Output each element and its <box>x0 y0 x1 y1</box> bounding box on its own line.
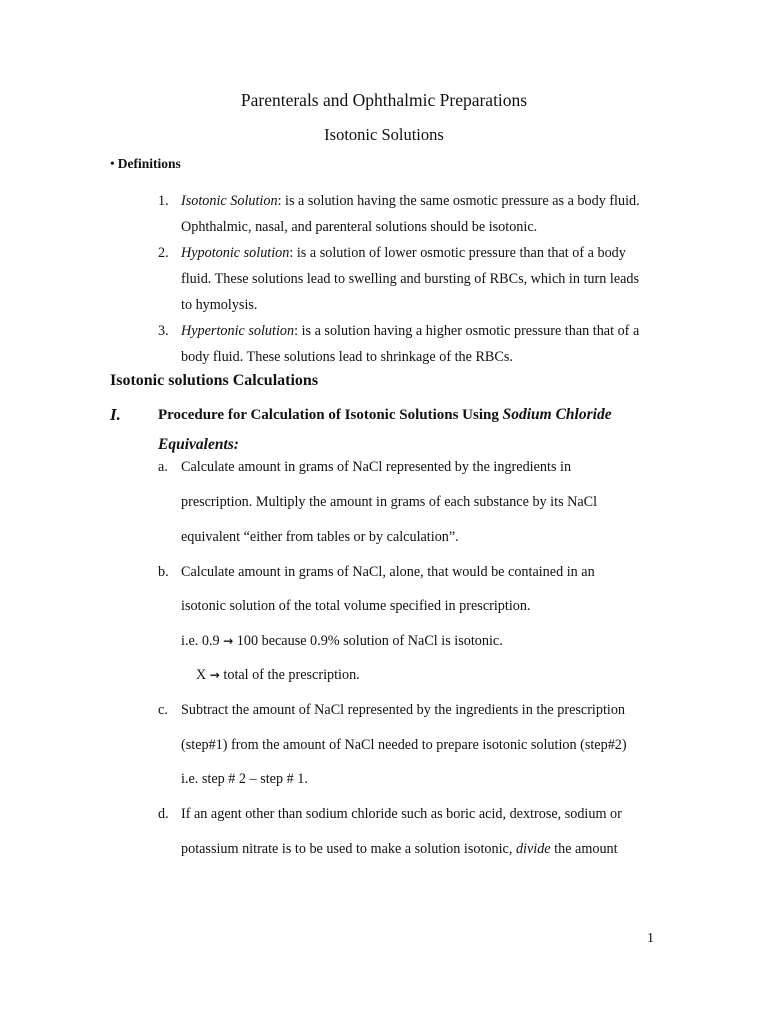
definition-text: : is a solution of lower osmotic pressure than that of a body fluid. These solutions lead to swelling and bursting of RBCs, which in turn leads to hymolysis. <box>181 245 640 313</box>
definition-number: 2. <box>158 245 169 261</box>
example-text: X <box>196 667 210 683</box>
step-label: d. <box>158 806 169 822</box>
step-a-line: Calculate amount in grams of NaCl represented by the ingredients in <box>181 459 572 475</box>
example-text: i.e. 0.9 <box>181 633 224 649</box>
bullet-icon: • <box>110 156 115 171</box>
definition-term: Isotonic Solution <box>181 193 278 209</box>
definition-text: : is a solution having the same osmotic pressure as a body fluid. Ophthalmic, nasal, and parenteral solutions should be isotonic. <box>181 193 640 235</box>
procedure-roman-numeral: I. <box>110 405 121 424</box>
procedure-heading <box>110 400 670 460</box>
definition-number: 3. <box>158 323 169 339</box>
definition-text: : is a solution having a higher osmotic pressure than that of a body fluid. These solutions lead to shrinkage of the RBCs. <box>181 323 640 365</box>
step-label: b. <box>158 564 169 580</box>
arrow-right-icon: → <box>223 634 234 648</box>
definitions-list <box>0 188 768 370</box>
step-d-text: the amount <box>550 841 618 857</box>
definitions-heading <box>110 156 181 172</box>
step-b-example <box>181 633 503 650</box>
arrow-right-icon: → <box>209 668 220 682</box>
step-b-line: Calculate amount in grams of NaCl, alone, that would be contained in an <box>181 564 595 580</box>
procedure-italic-text: Sodium Chloride Equivalents: <box>158 406 612 453</box>
step-c-line: i.e. step # 2 – step # 1. <box>181 771 308 787</box>
page-subtitle: Isotonic Solutions <box>324 125 444 144</box>
step-d-text: potassium nitrate is to be used to make a solution isotonic, <box>181 841 516 857</box>
step-label: a. <box>158 459 168 475</box>
definition-term: Hypotonic solution <box>181 245 290 261</box>
step-b-line: isotonic solution of the total volume specified in prescription. <box>181 598 531 614</box>
step-d-line: If an agent other than sodium chloride such as boric acid, dextrose, sodium or <box>181 806 622 822</box>
step-c-line: Subtract the amount of NaCl represented by the ingredients in the prescription <box>181 702 626 718</box>
step-c-line: (step#1) from the amount of NaCl needed to prepare isotonic solution (step#2) <box>181 737 627 753</box>
step-a-line: prescription. Multiply the amount in grams of each substance by its NaCl <box>181 494 598 510</box>
step-label: c. <box>158 702 168 718</box>
definition-item <box>0 240 651 318</box>
step-a-line: equivalent “either from tables or by calculation”. <box>181 529 459 545</box>
page-number: 1 <box>647 931 654 946</box>
procedure-text: Procedure for Calculation of Isotonic Solutions Using <box>158 407 503 423</box>
definitions-heading-text: Definitions <box>117 156 181 171</box>
procedure-heading-text <box>158 400 670 460</box>
definition-number: 1. <box>158 193 169 209</box>
definition-term: Hypertonic solution <box>181 323 295 339</box>
step-d-italic: divide <box>515 841 551 857</box>
page-title: Parenterals and Ophthalmic Preparations <box>240 90 528 110</box>
step-b-example <box>196 667 360 684</box>
example-text: total of the prescription. <box>219 667 360 683</box>
definition-item <box>0 188 651 240</box>
section-heading: Isotonic solutions Calculations <box>110 372 319 389</box>
example-text: 100 because 0.9% solution of NaCl is isotonic. <box>233 633 503 649</box>
step-d-line <box>181 841 618 858</box>
definition-item <box>0 318 651 370</box>
